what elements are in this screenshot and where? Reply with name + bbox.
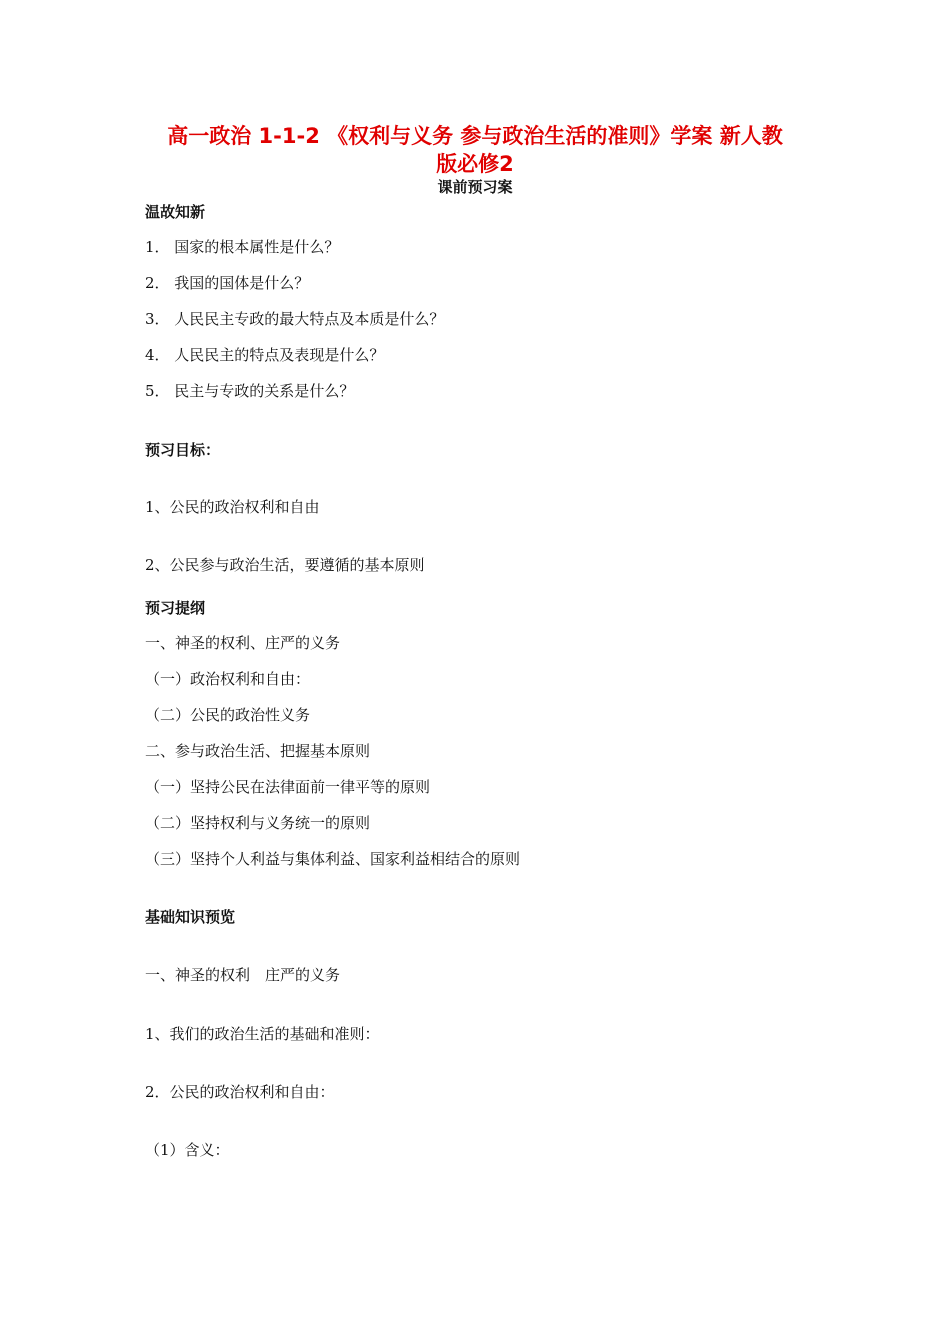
outline-item: （一）政治权利和自由： — [145, 670, 311, 688]
outline-item: （一）坚持公民在法律面前一律平等的原则 — [145, 778, 431, 796]
review-question: 3． 人民民主专政的最大特点及本质是什么？ — [145, 310, 445, 328]
outline-item: （二）公民的政治性义务 — [145, 706, 311, 724]
basics-item: 2．公民的政治权利和自由： — [145, 1083, 335, 1101]
review-heading: 温故知新 — [145, 203, 206, 221]
goals-heading: 预习目标： — [145, 441, 221, 459]
goal-item: 2、公民参与政治生活，要遵循的基本原则 — [145, 556, 425, 574]
basics-heading: 基础知识预览 — [145, 908, 236, 926]
review-question: 2． 我国的国体是什么？ — [145, 274, 310, 292]
outline-heading: 预习提纲 — [145, 599, 206, 617]
review-question: 4． 人民民主的特点及表现是什么？ — [145, 346, 385, 364]
outline-item: 一、神圣的权利、庄严的义务 — [145, 634, 341, 652]
outline-item: （三）坚持个人利益与集体利益、国家利益相结合的原则 — [145, 850, 521, 868]
basics-item: （1）含义： — [145, 1141, 230, 1159]
basics-item: 一、神圣的权利 庄严的义务 — [145, 966, 341, 984]
outline-item: （二）坚持权利与义务统一的原则 — [145, 814, 371, 832]
review-question: 5． 民主与专政的关系是什么？ — [145, 382, 355, 400]
title-line-1: 高一政治 1-1-2 《权利与义务 参与政治生活的准则》学案 新人教 — [167, 124, 783, 148]
outline-item: 二、参与政治生活、把握基本原则 — [145, 742, 371, 760]
section-subtitle: 课前预习案 — [437, 178, 513, 196]
document-title — [120, 122, 830, 178]
basics-item: 1、我们的政治生活的基础和准则： — [145, 1025, 380, 1043]
review-question: 1． 国家的根本属性是什么？ — [145, 238, 340, 256]
goal-item: 1、公民的政治权利和自由 — [145, 498, 320, 516]
title-line-2: 版必修2 — [436, 152, 514, 176]
